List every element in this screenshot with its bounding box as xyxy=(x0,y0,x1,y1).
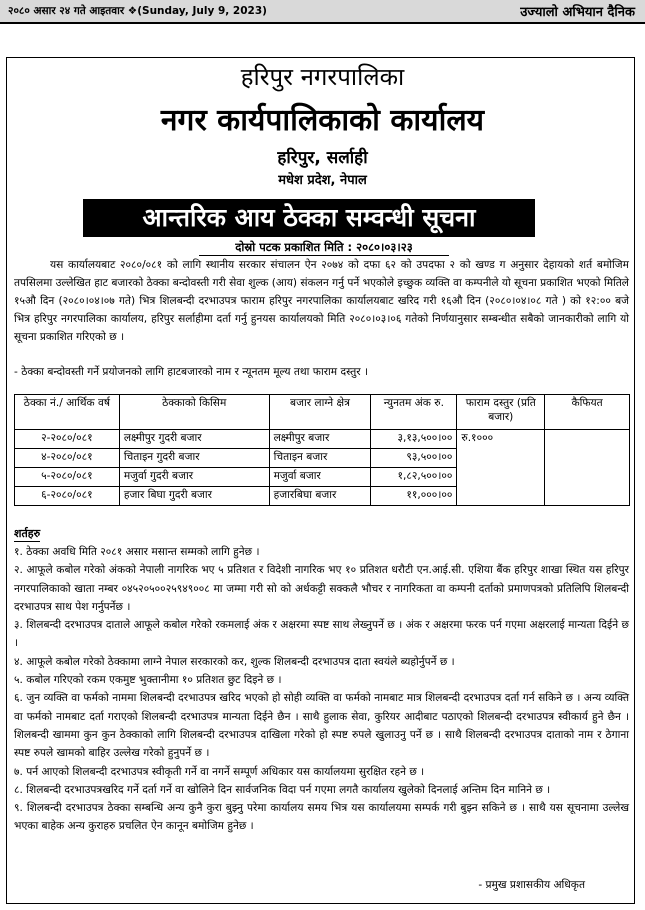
header-form-fee: फाराम दस्तुर (प्रति बजार) xyxy=(457,395,545,430)
condition-item: ५. कबोल गरिएको रकम एकमुष्ट भुक्तानीमा १० प्रतिशत छुट दिइने छ । xyxy=(14,674,282,687)
cell-contract-type: चिताइन गुदरी बजार xyxy=(119,449,269,468)
table-header-row xyxy=(15,395,630,430)
notice-title-banner: आन्तरिक आय ठेक्का सम्वन्धी सूचना xyxy=(83,199,535,237)
cell-market-area: हजारबिघा बजार xyxy=(269,487,371,506)
header-market-area: बजार लाग्ने क्षेत्र xyxy=(269,395,371,430)
publication-date: दोस्रो पटक प्रकाशित मिति : २०८०।०३।२३ xyxy=(199,240,449,256)
condition-item: ४. आफूले कबोल गरेको ठेक्कामा लाग्ने नेपाल सरकारको कर, शुल्क शिलबन्दी दरभाउपत्र दाता स्वयंले ब्यहोर्नुपर्ने छ । xyxy=(14,655,455,668)
cell-min-amount: ११,०००।०० xyxy=(371,487,457,506)
cell-contract-no: ४-२०८०/०८१ xyxy=(15,449,120,468)
cell-market-area: चिताइन बजार xyxy=(269,449,371,468)
table-row xyxy=(15,430,630,449)
cell-market-area: लक्ष्मीपुर बजार xyxy=(269,430,371,449)
condition-item: ९. शिलबन्दी दरभाउपत्र ठेक्का सम्बन्धि अन्य कुनै कुरा बुझ्नु परेमा कार्यालय समय भित्र यस कार्यालयमा सम्पर्क गरी बुझ्न सकिने छ । साथै यस सूचनामा उल्लेख भएका बाहेक अन्य कुराहरु प्रचलित ऐन कानून बमोजिम हुनेछ । xyxy=(14,802,629,833)
cell-contract-type: हजार बिघा गुदरी बजार xyxy=(119,487,269,506)
header-contract-type: ठेक्काको किसिम xyxy=(119,395,269,430)
intro-paragraph: यस कार्यालयबाट २०८०/०८१ को लागि स्थानीय सरकार संचालन ऐन २०७४ को दफा ६२ को उपदफा २ को खण्ड ग अनुसार देहायको शर्त बमोजिम तपसिलमा उल्लेखित हाट बजारको ठेक्का बन्दोवस्ती गरी सेवा शुल्क (आय) संकलन गर्नु पर्ने भएकोले इच्छुक व्यक्ति वा कम्पनीले यो सूचना प्रकाशित भएको मितिले १५औ दिन (२०८०।०४।०७ गते) भित्र शिलबन्दी दरभाउपत्र फाराम हरिपुर नगरपालिका कार्यालयबाट खरिद गरी १६औ दिन (२०८०।०४।०८ गते ) को १२:०० बजे भित्र हरिपुर नगरपालिका कार्यालय, हरिपुर सर्लाहीमा दर्ता गर्नु हुनयस कार्यालयको मिति २०८०।०३।०६ गतेको निर्णयानुसार सम्बन्धीत सबैको जानकारीको लागि यो सूचना प्रकाशित गरिएको छ । xyxy=(14,259,629,343)
condition-item: २. आफूले कबोल गरेको अंकको नेपाली नागरिक भए ५ प्रतिशत र विदेशी नागरिक भए १० प्रतिशत धरौटी एन.आई.सी. एशिया बैंक हरिपुर शाखा स्थित यस हरिपुर नगरपालिकाको खाता नम्बर ०४५२०५००२५९४९००८ मा जम्मा गरी सो को अर्धकट्टी सक्कलै भौचर र नागरिकता वा कम्पनी दर्ताको प्रमाणपत्रको प्रतिलिपि शिलबन्दी दरभाउपत्र साथ पेश गर्नुपर्नेछ । xyxy=(14,564,629,613)
cell-contract-type: मजुर्वा गुदरी बजार xyxy=(119,468,269,487)
newspaper-header-bar xyxy=(0,0,645,24)
office-name: नगर कार्यपालिकाको कार्यालय xyxy=(160,103,485,138)
condition-item: १. ठेक्का अवधि मिति २०८१ असार मसान्त सम्मको लागि हुनेछ । xyxy=(14,546,260,558)
province-country: मधेश प्रदेश, नेपाल xyxy=(278,173,367,188)
cell-contract-no: ६-२०८०/०८१ xyxy=(15,487,120,506)
conditions-list xyxy=(14,543,629,836)
cell-min-amount: ९३,५००।०० xyxy=(371,449,457,468)
office-location: हरिपुर, सर्लाही xyxy=(277,148,368,168)
condition-item: ६. जुन व्यक्ति वा फर्मको नाममा शिलबन्दी दरभाउपत्र खरिद भएको हो सोही व्यक्ति वा फर्मको नामबाट मात्र शिलबन्दी दरभाउपत्र दर्ता गर्न सकिने छ । अन्य व्यक्ति वा फर्मको नामबाट दर्ता गराएको शिलबन्दी दरभाउपत्र मान्यता दिईने छैन । साथै हुलाक सेवा, कुरियर आदीबाट पठाएको शिलबन्दी दरभाउपत्र स्वीकार्य हुने छैन । शिलबन्दी खाममा कुन कुन ठेक्काको लागि शिलबन्दी दरभाउपत्र दाखिला गरेको हो स्पष्ट रुपले खुलाउनु पर्ने छ । साथै शिलबन्दी दरभाउपत्र दाताको नाम र ठेगाना स्पष्ट रुपले खामको बाहिर उल्लेख गरेको हुनुपर्ने छ । xyxy=(14,692,629,760)
cell-form-fee: रु.१००० xyxy=(457,430,545,506)
header-remarks: कैफियत xyxy=(545,395,630,430)
dateline: २०८० असार २४ गते आइतवार ❖(Sunday, July 9, 2023) xyxy=(8,5,267,17)
cell-min-amount: ३,१३,५००।०० xyxy=(371,430,457,449)
conditions-heading: शर्तहरु xyxy=(14,527,41,540)
cell-contract-no: २-२०८०/०८१ xyxy=(15,430,120,449)
cell-market-area: मजुर्वा बजार xyxy=(269,468,371,487)
condition-item: ८. शिलबन्दी दरभाउपत्रखरिद गर्ने दर्ता गर्ने वा खोलिने दिन सार्वजनिक विदा पर्न गएमा लगतै कार्यालय खुलेको दिनलाई अन्तिम दिन मानिने छ । xyxy=(14,783,551,796)
publication-name: उज्यालो अभियान दैनिक xyxy=(520,5,635,20)
cell-contract-no: ५-२०८०/०८१ xyxy=(15,468,120,487)
cell-min-amount: १,८२,५००।०० xyxy=(371,468,457,487)
municipality-name: हरिपुर नगरपालिका xyxy=(240,63,405,91)
cell-remarks xyxy=(545,430,630,506)
condition-item: ३. शिलबन्दी दरभाउपत्र दाताले आफूले कबोल गरेको रकमलाई अंक र अक्षरमा स्पष्ट साथ लेख्नुपर्ने छ । अंक र अक्षरमा फरक पर्न गएमा अक्षरलाई मान्यता दिईने छ । xyxy=(14,619,629,650)
cell-contract-type: लक्ष्मीपुर गुदरी बजार xyxy=(119,430,269,449)
signature-line: - प्रमुख प्रशासकीय अधिकृत xyxy=(478,879,585,891)
table-note: - ठेक्का बन्दोवस्ती गर्ने प्रयोजनको लागि हाटबजारको नाम र न्यूनतम मूल्य तथा फाराम दस्तुर । xyxy=(14,366,368,378)
condition-item: ७. पर्न आएको शिलबन्दी दरभाउपत्र स्वीकृती गर्ने वा नगर्ने सम्पूर्ण अधिकार यस कार्यालयमा सुरक्षित रहने छ । xyxy=(14,765,425,778)
contract-table xyxy=(14,394,630,506)
header-min-amount: न्युनतम अंक रु. xyxy=(371,395,457,430)
header-contract-no: ठेक्का नं./ आर्थिक वर्ष xyxy=(15,395,120,430)
